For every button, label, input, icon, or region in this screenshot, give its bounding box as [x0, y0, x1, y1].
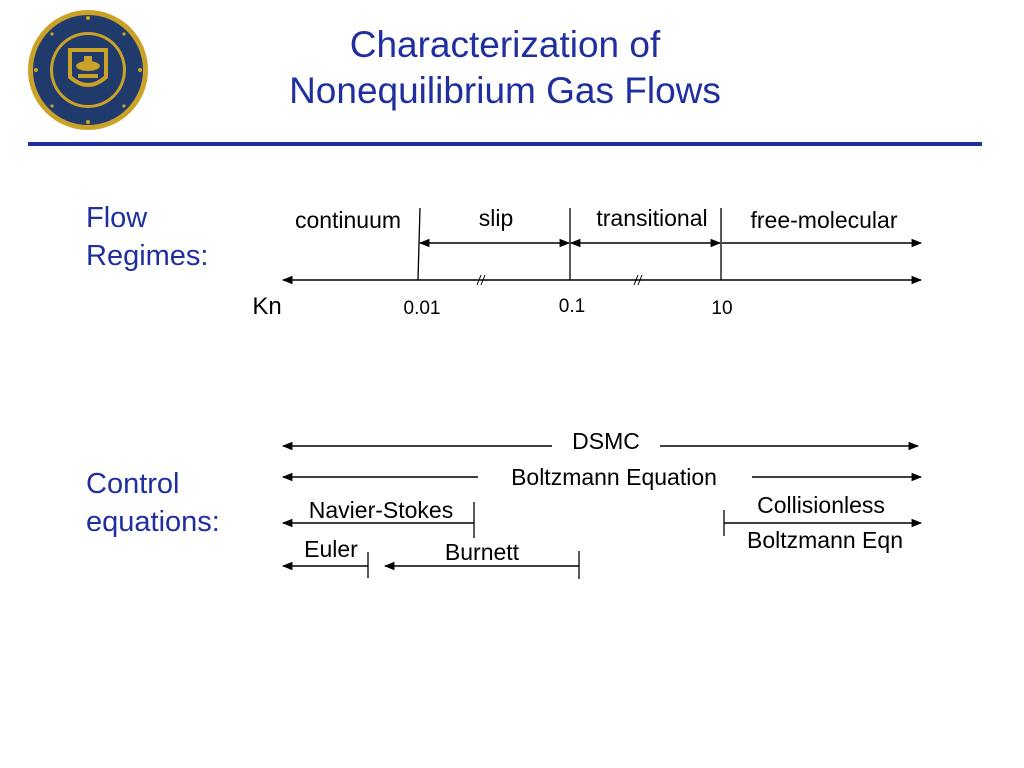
regime-label-slip: slip [478, 205, 514, 231]
title-line-2: Nonequilibrium Gas Flows [289, 70, 721, 111]
title-line-1: Characterization of [349, 24, 661, 65]
flow-regimes-heading-line-1: Flow [86, 202, 148, 234]
euler-label: Euler [304, 536, 358, 562]
control-equations-heading-line-1: Control [86, 468, 180, 500]
burnett-label: Burnett [444, 539, 520, 565]
control-equations-heading-line-2: equations: [86, 506, 220, 538]
regime-label-free-molecular: free-molecular [750, 207, 898, 233]
collisionless-label-line-1: Collisionless [757, 492, 885, 518]
boundary-tick-001 [418, 208, 420, 280]
collisionless-label-line-2: Boltzmann Eqn [747, 527, 903, 553]
regime-label-transitional: transitional [596, 205, 708, 231]
navier-stokes-label: Navier-Stokes [308, 497, 454, 523]
boltzmann-label: Boltzmann Equation [511, 464, 717, 490]
regime-label-continuum: continuum [294, 207, 402, 233]
flow-regimes-heading-line-2: Regimes: [86, 240, 209, 272]
tick-label-001: 0.01 [403, 298, 441, 319]
tick-label-10: 10 [711, 298, 733, 319]
tick-label-01: 0.1 [558, 296, 586, 317]
kn-axis-label: Kn [252, 293, 282, 320]
dsmc-label: DSMC [572, 428, 640, 454]
